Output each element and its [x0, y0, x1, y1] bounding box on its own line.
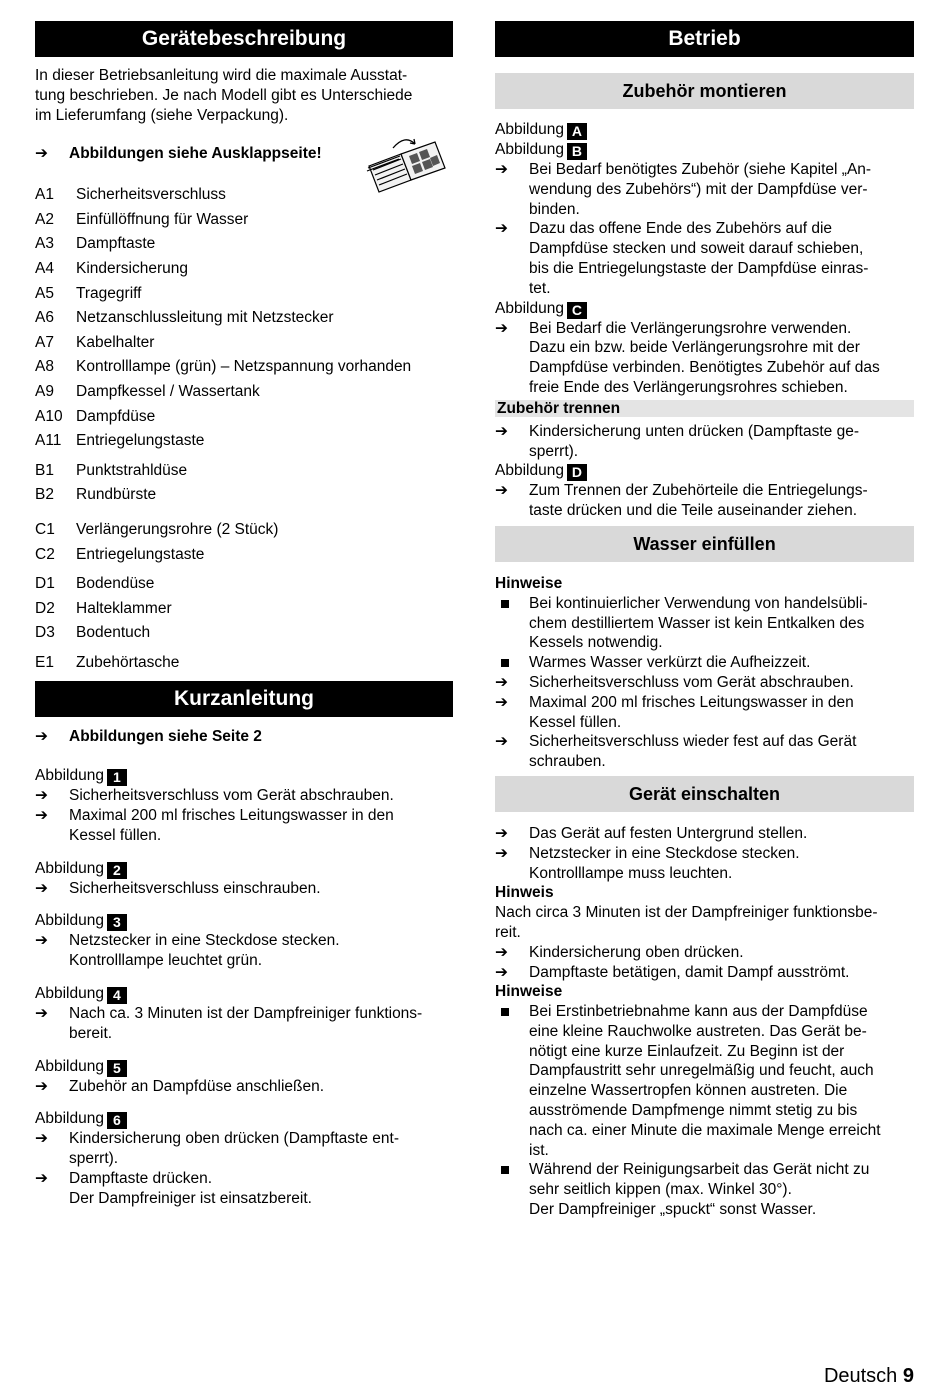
step-line: Zubehör an Dampfdüse anschließen.	[69, 1077, 325, 1095]
step-line: Sicherheitsverschluss wieder fest auf das Gerät	[529, 733, 857, 751]
figure-badge: D	[567, 464, 587, 481]
quick-step-block	[35, 911, 453, 971]
step-line: nach ca. einer Minute die maximale Menge erreicht	[529, 1121, 881, 1139]
figure-badge: A	[567, 123, 587, 140]
page-number: 9	[902, 1365, 914, 1387]
step-line: nötigt eine kurze Einlaufzeit. Zu Beginn ist der	[529, 1042, 845, 1060]
figure-ref	[35, 1109, 453, 1129]
part-label: Netzanschlussleitung mit Netzstecker	[76, 309, 334, 327]
figure-ref	[35, 859, 453, 879]
arrow-right-icon: ➔	[35, 879, 48, 897]
water-notes	[495, 594, 914, 772]
part-label: Einfüllöffnung für Wasser	[76, 210, 249, 228]
extension-items	[495, 319, 914, 398]
step-line: Netzstecker in eine Steckdose stecken.	[69, 932, 340, 950]
step-line: Maximal 200 ml frisches Leitungswasser in den	[529, 693, 854, 711]
part-code: A11	[35, 432, 62, 450]
arrow-right-icon: ➔	[495, 161, 508, 178]
switch-on-items-2	[495, 943, 914, 983]
square-bullet-icon	[501, 1166, 509, 1174]
section-header-betrieb: Betrieb	[495, 21, 914, 57]
step-line: eine kleine Rauchwolke austreten. Das Gerät be-	[529, 1022, 867, 1040]
parts-row	[35, 459, 453, 484]
part-code: A2	[35, 210, 54, 228]
parts-list-e	[35, 651, 453, 676]
step-line: Bei kontinuierlicher Verwendung von handelsübli-	[529, 594, 868, 612]
part-code: A4	[35, 259, 54, 277]
figure-badge: 3	[107, 914, 127, 931]
part-label: Zubehörtasche	[76, 653, 180, 671]
subheader-zubehoer-montieren: Zubehör montieren	[495, 73, 914, 109]
quick-step-block	[35, 1057, 453, 1097]
part-label: Sicherheitsverschluss	[76, 186, 226, 204]
figure-word: Abbildung	[35, 859, 104, 877]
figure-badge: 1	[107, 769, 127, 786]
arrow-right-icon: ➔	[495, 844, 508, 862]
figure-badge: 6	[107, 1112, 127, 1129]
step-line: Dampfdüse verbinden. Benötigtes Zubehör auf das	[529, 359, 880, 377]
parts-row	[35, 208, 453, 233]
step-line: Sicherheitsverschluss einschrauben.	[69, 879, 321, 897]
part-code: A6	[35, 309, 54, 327]
instruction-step	[495, 673, 914, 693]
arrow-right-icon: ➔	[35, 932, 48, 950]
part-code: A8	[35, 358, 54, 376]
quick-step-block	[35, 766, 453, 845]
instruction-step	[35, 1004, 453, 1044]
part-code: A3	[35, 235, 54, 253]
note-text: Nach circa 3 Minuten ist der Dampfreiniger funktionsbe- reit.	[495, 904, 878, 941]
figure-ref-a: Abbildung A	[495, 120, 914, 140]
parts-row	[35, 597, 453, 622]
part-label: Halteklammer	[76, 599, 172, 617]
step-line: Netzstecker in eine Steckdose stecken.	[529, 844, 800, 862]
section-header-kurzanleitung: Kurzanleitung	[35, 681, 453, 717]
bullet-item	[495, 594, 914, 653]
instruction-step	[495, 319, 914, 398]
part-code: C2	[35, 545, 55, 563]
figure-ref	[35, 984, 453, 1004]
parts-row	[35, 621, 453, 646]
part-label: Tragegriff	[76, 284, 142, 302]
step-line: Kessels notwendig.	[529, 634, 663, 652]
quick-steps	[35, 766, 453, 1208]
part-code: A7	[35, 333, 54, 351]
detach-step-2: ➔ Zum Trennen der Zubehörteile die Entriegelungs- taste drücken und die Teile auseinander ziehen.	[495, 482, 868, 520]
part-label: Dampftaste	[76, 235, 156, 253]
step-line: sperrt).	[69, 1150, 119, 1168]
instruction-step	[35, 1129, 453, 1169]
parts-row	[35, 355, 453, 380]
step-line: Kontrolllampe leuchtet grün.	[69, 952, 263, 970]
arrow-right-icon: ➔	[35, 787, 48, 805]
step-line: ist.	[529, 1141, 549, 1159]
arrow-right-icon: ➔	[35, 1130, 48, 1148]
parts-row	[35, 483, 453, 508]
arrow-right-icon: ➔	[495, 693, 508, 711]
notes-label: Hinweise	[495, 574, 563, 592]
figure-badge: 2	[107, 862, 127, 879]
part-label: Entriegelungstaste	[76, 545, 205, 563]
bullet-item	[495, 1160, 914, 1219]
step-line: Dazu ein bzw. beide Verlängerungsrohre mit der	[529, 339, 860, 357]
figure-word: Abbildung	[35, 767, 104, 785]
instruction-step	[495, 219, 914, 298]
arrow-right-icon: ➔	[495, 673, 508, 691]
part-code: D3	[35, 624, 55, 642]
arrow-right-icon: ➔	[35, 728, 48, 746]
section-header-geraetebeschreibung: Gerätebeschreibung	[35, 21, 453, 57]
instruction-step	[35, 786, 453, 806]
figure-word: Abbildung	[35, 985, 104, 1003]
subheader-zubehoer-trennen: Zubehör trennen	[495, 400, 914, 417]
arrow-right-icon: ➔	[495, 733, 508, 751]
instruction-step	[495, 943, 914, 963]
parts-row	[35, 331, 453, 356]
step-line: sehr seitlich kippen (max. Winkel 30°).	[529, 1181, 792, 1199]
figure-badge: 4	[107, 987, 127, 1004]
page-footer	[824, 1364, 914, 1388]
figure-ref-c: Abbildung C	[495, 299, 914, 319]
figure-ref	[35, 911, 453, 931]
part-code: D2	[35, 599, 55, 617]
step-line: Dazu das offene Ende des Zubehörs auf die	[529, 220, 833, 238]
page-reference: ➔ Abbildungen siehe Seite 2	[35, 728, 262, 746]
switch-on-items	[495, 824, 914, 883]
quick-step-block	[35, 859, 453, 899]
quick-step-block	[35, 1109, 453, 1208]
parts-row	[35, 257, 453, 282]
step-line: ausströmende Dampfmenge nimmt stetig zu bis	[529, 1102, 858, 1120]
figure-badge: B	[567, 143, 587, 160]
parts-row	[35, 651, 453, 676]
step-line: bereit.	[69, 1024, 113, 1042]
notes-label-2: Hinweise	[495, 983, 563, 1001]
step-line: Nach ca. 3 Minuten ist der Dampfreiniger funktions-	[69, 1005, 423, 1023]
arrow-right-icon: ➔	[495, 220, 508, 238]
parts-row	[35, 429, 453, 454]
part-label: Dampfkessel / Wassertank	[76, 382, 260, 400]
arrow-right-icon: ➔	[35, 1005, 48, 1023]
step-line: Sicherheitsverschluss vom Gerät abschrauben.	[529, 673, 854, 691]
part-label: Rundbürste	[76, 486, 157, 504]
footer-language: Deutsch	[823, 1365, 898, 1387]
step-line: Sicherheitsverschluss vom Gerät abschrauben.	[69, 787, 394, 805]
arrow-right-icon: ➔	[495, 963, 508, 981]
parts-row	[35, 232, 453, 257]
parts-list-a	[35, 183, 453, 454]
figure-ref	[35, 766, 453, 786]
open-book-icon	[365, 130, 453, 198]
part-label: Bodentuch	[76, 624, 151, 642]
step-line: Kessel füllen.	[529, 713, 622, 731]
parts-row	[35, 518, 453, 543]
figure-word: Abbildung	[35, 912, 104, 930]
instruction-step	[495, 963, 914, 983]
parts-list-c	[35, 518, 453, 567]
instruction-step	[35, 879, 453, 899]
instruction-step	[495, 824, 914, 844]
foldout-reference: ➔ Abbildungen siehe Ausklappseite!	[35, 145, 322, 163]
right-column	[495, 21, 914, 1220]
part-label: Kontrolllampe (grün) – Netzspannung vorhanden	[76, 358, 412, 376]
step-line: bis die Entriegelungstaste der Dampfdüse einras-	[529, 259, 869, 277]
figure-ref-b: Abbildung B	[495, 140, 914, 160]
instruction-step	[35, 1169, 453, 1209]
bullet-item	[495, 1002, 914, 1160]
step-line: Dampfdüse stecken und soweit darauf schieben,	[529, 240, 864, 258]
detach-step-1: ➔ Kindersicherung unten drücken (Dampftaste ge- sperrt).	[495, 422, 859, 460]
instruction-step	[35, 931, 453, 971]
step-line: Der Dampfreiniger ist einsatzbereit.	[69, 1189, 312, 1207]
part-label: Kindersicherung	[76, 259, 189, 277]
step-line: Während der Reinigungsarbeit das Gerät nicht zu	[529, 1161, 870, 1179]
step-line: tet.	[529, 279, 551, 297]
part-code: A10	[35, 407, 63, 425]
part-label: Dampfdüse	[76, 407, 156, 425]
step-line: Das Gerät auf festen Untergrund stellen.	[529, 824, 808, 842]
step-line: Kessel füllen.	[69, 826, 162, 844]
instruction-step	[35, 806, 453, 846]
step-line: schrauben.	[529, 753, 606, 771]
arrow-right-icon: ➔	[35, 807, 48, 825]
step-line: Bei Bedarf die Verlängerungsrohre verwenden.	[529, 319, 852, 337]
square-bullet-icon	[501, 1008, 509, 1016]
arrow-right-icon: ➔	[495, 319, 508, 337]
quick-step-block	[35, 984, 453, 1044]
parts-row	[35, 572, 453, 597]
step-line: wendung des Zubehörs“) mit der Dampfdüse ver-	[529, 180, 868, 198]
step-line: chem destilliertem Wasser ist kein Entkalken des	[529, 614, 865, 632]
figure-ref-d: Abbildung D	[495, 461, 914, 481]
part-code: B2	[35, 486, 54, 504]
parts-row	[35, 380, 453, 405]
part-code: A9	[35, 382, 54, 400]
arrow-right-icon: ➔	[495, 943, 508, 961]
figure-word: Abbildung	[35, 1057, 104, 1075]
part-code: D1	[35, 575, 55, 593]
intro-paragraph: In dieser Betriebsanleitung wird die maximale Ausstat- tung beschrieben. Je nach Modell gibt es Unterschiede im Lieferumfang (siehe Verpackung).	[35, 67, 413, 124]
step-line: Dampftaste drücken.	[69, 1170, 213, 1188]
note-label: Hinweis	[495, 884, 554, 902]
instruction-step	[35, 1077, 453, 1097]
instruction-step	[495, 160, 914, 219]
step-line: einzelne Wassertropfen können austreten. Die	[529, 1082, 848, 1100]
figure-badge: C	[567, 302, 587, 319]
part-label: Kabelhalter	[76, 333, 155, 351]
parts-list-b	[35, 459, 453, 508]
part-label: Entriegelungstaste	[76, 432, 205, 450]
part-label: Bodendüse	[76, 575, 155, 593]
parts-list-d	[35, 572, 453, 646]
square-bullet-icon	[501, 600, 509, 608]
arrow-right-icon: ➔	[495, 482, 508, 500]
part-code: C1	[35, 520, 55, 538]
subheader-wasser-einfuellen: Wasser einfüllen	[495, 526, 914, 562]
bullet-item	[495, 653, 914, 673]
step-line: Kindersicherung oben drücken (Dampftaste ent-	[69, 1130, 399, 1148]
arrow-right-icon: ➔	[35, 145, 48, 163]
parts-row	[35, 405, 453, 430]
step-line: Kontrolllampe muss leuchten.	[529, 864, 733, 882]
parts-row	[35, 282, 453, 307]
figure-ref	[35, 1057, 453, 1077]
arrow-right-icon: ➔	[495, 422, 508, 440]
square-bullet-icon	[501, 659, 509, 667]
hints-list	[495, 1002, 914, 1220]
step-line: Der Dampfreiniger „spuckt“ sonst Wasser.	[529, 1201, 817, 1219]
left-column	[35, 21, 453, 1209]
step-line: Warmes Wasser verkürzt die Aufheizzeit.	[529, 654, 811, 672]
part-label: Punktstrahldüse	[76, 461, 188, 479]
arrow-right-icon: ➔	[495, 824, 508, 842]
part-code: B1	[35, 461, 54, 479]
step-line: Bei Bedarf benötigtes Zubehör (siehe Kapitel „An-	[529, 161, 872, 178]
step-line: binden.	[529, 200, 580, 218]
step-line: freie Ende des Verlängerungsrohres schieben.	[529, 378, 848, 396]
part-code: A5	[35, 284, 54, 302]
step-line: Bei Erstinbetriebnahme kann aus der Dampfdüse	[529, 1003, 868, 1021]
parts-row	[35, 306, 453, 331]
figure-badge: 5	[107, 1060, 127, 1077]
step-line: Dampftaste betätigen, damit Dampf ausströmt.	[529, 963, 850, 981]
mount-items	[495, 160, 914, 299]
step-line: Maximal 200 ml frisches Leitungswasser in den	[69, 807, 394, 825]
instruction-step	[495, 732, 914, 772]
step-line: Dampfaustritt sehr unregelmäßig und feucht, auch	[529, 1062, 874, 1080]
step-line: Kindersicherung oben drücken.	[529, 943, 744, 961]
part-label: Verlängerungsrohre (2 Stück)	[76, 520, 279, 538]
arrow-right-icon: ➔	[35, 1170, 48, 1188]
instruction-step	[495, 844, 914, 884]
part-code: E1	[35, 653, 54, 671]
part-code: A1	[35, 186, 54, 204]
parts-row	[35, 543, 453, 568]
arrow-right-icon: ➔	[35, 1077, 48, 1095]
figure-word: Abbildung	[35, 1110, 104, 1128]
instruction-step	[495, 693, 914, 733]
subheader-geraet-einschalten: Gerät einschalten	[495, 776, 914, 812]
